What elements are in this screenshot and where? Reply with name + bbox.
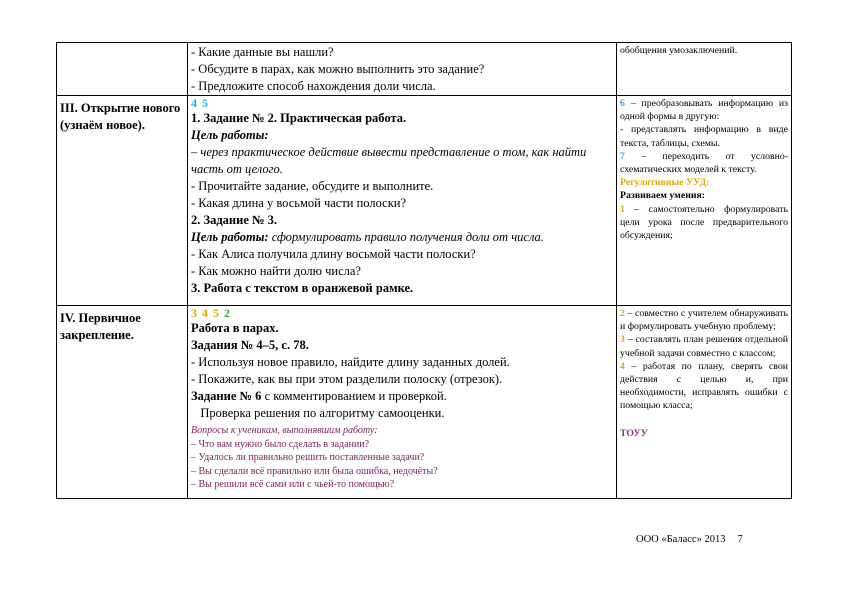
uud-number: 7 bbox=[620, 150, 625, 162]
uud-number: 1 bbox=[620, 203, 625, 215]
stage-cell bbox=[57, 43, 188, 96]
uud-text: – составлять план решения отдельной учебной задачи совместно с классом; bbox=[620, 334, 788, 359]
regulative-uud-heading: Регулятивные УУД: bbox=[620, 177, 710, 189]
uud-item: - представлять информацию в виде текста, таблицы, схемы. bbox=[620, 124, 788, 149]
table-row bbox=[57, 43, 792, 96]
uud-cell bbox=[617, 96, 792, 306]
step-number: 4 bbox=[202, 306, 209, 320]
uud-text: – совместно с учителем обнаруживать и формулировать учебную проблему; bbox=[620, 308, 788, 333]
uud-number: 2 bbox=[620, 308, 625, 319]
develop-skills-heading: Развиваем умения: bbox=[620, 190, 706, 202]
task-text: с комментированием и проверкой. bbox=[261, 389, 447, 403]
goal-label: Цель работы: bbox=[191, 128, 269, 142]
uud-text: – преобразовывать информацию из одной формы в другую: bbox=[620, 98, 788, 123]
uud-item bbox=[620, 97, 788, 123]
content-cell bbox=[188, 43, 617, 96]
step-number: 5 bbox=[202, 96, 209, 110]
task-heading: Задание № 6 bbox=[191, 389, 262, 403]
publisher-text: ООО «Баласс» 2013 bbox=[636, 534, 726, 545]
question-item: – Удалось ли правильно решить поставленные задачи? bbox=[191, 452, 425, 463]
page-footer bbox=[636, 534, 743, 545]
question-line: - Обсудите в парах, как можно выполнить это задание? bbox=[191, 62, 485, 76]
step-number: 5 bbox=[213, 306, 220, 320]
goal-line bbox=[191, 229, 613, 246]
question-line: - Предложите способ нахождения доли числа. bbox=[191, 79, 436, 93]
stage-title: III. Открытие нового (узнаём новое). bbox=[60, 101, 181, 132]
task-heading: Работа в парах. bbox=[191, 321, 279, 335]
question-line: - Какие данные вы нашли? bbox=[191, 45, 334, 59]
task-line bbox=[191, 388, 613, 405]
instruction-line: - Используя новое правило, найдите длину заданных долей. bbox=[191, 355, 510, 369]
instruction-line: Проверка решения по алгоритму самооценки. bbox=[191, 406, 445, 420]
stage-title: IV. Первичное закрепление. bbox=[60, 311, 141, 342]
goal-text: сформулировать правило получения доли от числа. bbox=[268, 230, 544, 244]
instruction-line: - Как Алиса получила длину восьмой части полоски? bbox=[191, 247, 476, 261]
uud-item bbox=[620, 203, 788, 243]
uud-number: 6 bbox=[620, 98, 625, 109]
questions-heading: Вопросы к ученикам, выполнявшим работу: bbox=[191, 425, 378, 436]
instruction-line: - Покажите, как вы при этом разделили полоску (отрезок). bbox=[191, 372, 503, 386]
instruction-line: - Какая длина у восьмой части полоски? bbox=[191, 196, 407, 210]
task-heading: 1. Задание № 2. Практическая работа. bbox=[191, 111, 407, 125]
uud-item bbox=[620, 360, 788, 413]
uud-text: – переходить от условно-схематических моделей к тексту. bbox=[620, 150, 788, 176]
uud-number: 4 bbox=[620, 360, 625, 372]
uud-number: 3 bbox=[620, 334, 625, 346]
question-item: – Что вам нужно было сделать в задании? bbox=[191, 438, 370, 450]
lesson-plan-table bbox=[56, 42, 792, 499]
stage-cell bbox=[57, 306, 188, 499]
step-number: 2 bbox=[224, 306, 231, 320]
instruction-line: - Как можно найти долю числа? bbox=[191, 264, 361, 278]
stage-cell bbox=[57, 96, 188, 306]
content-cell bbox=[188, 306, 617, 499]
task-heading: Задания № 4–5, с. 78. bbox=[191, 338, 309, 352]
page-number: 7 bbox=[737, 534, 743, 545]
uud-item bbox=[620, 150, 788, 176]
uud-item bbox=[620, 333, 788, 359]
uud-cell bbox=[617, 43, 792, 96]
task-heading: 2. Задание № 3. bbox=[191, 213, 278, 227]
table-row bbox=[57, 306, 792, 499]
step-numbers bbox=[191, 97, 613, 110]
uud-text: обобщения умозаключений. bbox=[620, 45, 738, 56]
content-cell bbox=[188, 96, 617, 306]
goal-text: – через практическое действие вывести представление о том, как найти часть от целого. bbox=[191, 145, 587, 176]
instruction-line: - Прочитайте задание, обсудите и выполните. bbox=[191, 179, 434, 193]
table-row bbox=[57, 96, 792, 306]
uud-item bbox=[620, 307, 788, 333]
question-item: – Вы решили всё сами или с чьей-то помощью? bbox=[191, 479, 395, 490]
uud-cell bbox=[617, 306, 792, 499]
task-heading: 3. Работа с текстом в оранжевой рамке. bbox=[191, 281, 414, 295]
uud-text: – самостоятельно формулировать цели урока после предварительного обсуждения; bbox=[620, 203, 788, 242]
uud-text: – работая по плану, сверять свои действия с целью и, при необходимости, исправлять ошибки с помощью класса; bbox=[620, 360, 788, 412]
tou-label: ТОУУ bbox=[620, 427, 648, 439]
question-item: – Вы сделали всё правильно или была ошибка, недочёты? bbox=[191, 465, 438, 477]
step-number: 3 bbox=[191, 306, 198, 320]
step-numbers bbox=[191, 307, 613, 320]
step-number: 4 bbox=[191, 96, 198, 110]
goal-label: Цель работы: bbox=[191, 230, 269, 244]
